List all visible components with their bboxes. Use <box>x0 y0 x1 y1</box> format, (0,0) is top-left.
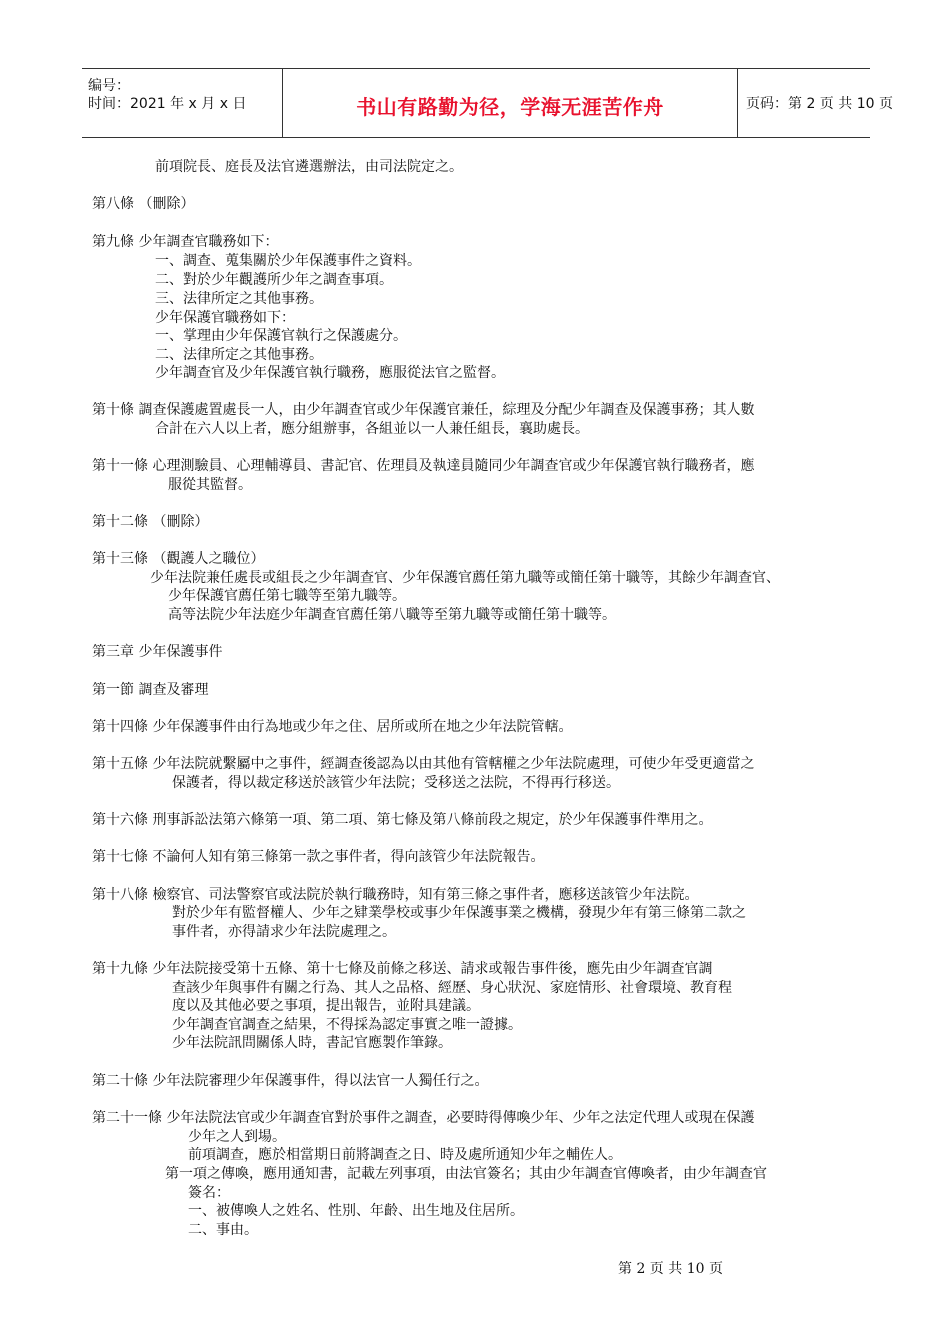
text-line: 少年法院訊問關係人時，書記官應製作筆錄。 <box>172 1035 452 1051</box>
document-number-label: 编号： <box>88 78 130 94</box>
text-line: 保護者，得以裁定移送於該管少年法院；受移送之法院，不得再行移送。 <box>172 775 620 791</box>
text-line: 一、被傳喚人之姓名、性別、年齡、出生地及住居所。 <box>188 1203 524 1219</box>
text-line: 度以及其他必要之事項，提出報告，並附具建議。 <box>172 998 480 1014</box>
text-line: 三、法律所定之其他事務。 <box>155 291 323 307</box>
text-line: 前項調查，應於相當期日前將調查之日、時及處所通知少年之輔佐人。 <box>188 1147 622 1163</box>
text-line: 一、掌理由少年保護官執行之保護處分。 <box>155 328 407 344</box>
text-line: 二、事由。 <box>188 1222 258 1238</box>
article-heading: 第十四條 少年保護事件由行為地或少年之住、居所或所在地之少年法院管轄。 <box>92 719 573 735</box>
text-line: 對於少年有監督權人、少年之肄業學校或事少年保護事業之機構，發現少年有第三條第二款之 <box>172 905 746 921</box>
header-right-cell <box>736 69 893 137</box>
page-header <box>82 68 893 138</box>
article-heading: 第十九條 少年法院接受第十五條、第十七條及前條之移送、請求或報告事件後，應先由少年調查官調 <box>92 961 713 977</box>
text-line: 第一項之傳喚，應用通知書，記載左列事項，由法官簽名；其由少年調查官傳喚者，由少年調查官 <box>165 1166 767 1182</box>
article-heading: 第十三條 （觀護人之職位） <box>92 551 265 567</box>
article-heading: 第二十一條 少年法院法官或少年調查官對於事件之調查，必要時得傳喚少年、少年之法定代理人或現在保護 <box>92 1110 755 1126</box>
text-line: 一、調查、蒐集關於少年保護事件之資料。 <box>155 253 421 269</box>
text-line: 二、對於少年觀護所少年之調查事項。 <box>155 272 393 288</box>
text-line: 二、法律所定之其他事務。 <box>155 347 323 363</box>
chapter-heading: 第三章 少年保護事件 <box>92 644 223 660</box>
article-heading: 第十條 調查保護處置處長一人，由少年調查官或少年保護官兼任，綜理及分配少年調查及保護事務；其人數 <box>92 402 755 418</box>
text-line: 少年保護官薦任第七職等至第九職等。 <box>168 588 406 604</box>
header-motto-cell <box>282 69 738 137</box>
document-date-label: 时间：2021 年 x 月 x 日 <box>88 96 247 112</box>
article-heading: 第十六條 刑事訴訟法第六條第一項、第二項、第七條及第八條前段之規定，於少年保護事件準用之。 <box>92 812 713 828</box>
text-line: 服從其監督。 <box>168 477 252 493</box>
text-line: 高等法院少年法庭少年調查官薦任第八職等至第九職等或簡任第十職等。 <box>168 607 616 623</box>
text-line: 查該少年與事件有關之行為、其人之品格、經歷、身心狀況、家庭情形、社會環境、教育程 <box>172 980 732 996</box>
page-footer: 第 2 页 共 10 页 <box>618 1261 723 1277</box>
article-heading: 第十八條 檢察官、司法警察官或法院於執行職務時，知有第三條之事件者，應移送該管少年法院。 <box>92 887 699 903</box>
text-line: 少年之人到場。 <box>188 1129 286 1145</box>
article-heading: 第二十條 少年法院審理少年保護事件，得以法官一人獨任行之。 <box>92 1073 489 1089</box>
text-line: 前項院長、庭長及法官遴選辦法，由司法院定之。 <box>155 159 463 175</box>
article-heading: 第八條 （刪除） <box>92 196 195 212</box>
text-line: 事件者，亦得請求少年法院處理之。 <box>172 924 396 940</box>
article-heading: 第十五條 少年法院就繫屬中之事件，經調查後認為以由其他有管轄權之少年法院處理，可使少年受更適當之 <box>92 756 755 772</box>
header-motto: 书山有路勤为径，学海无涯苦作舟 <box>356 95 664 119</box>
text-line: 合計在六人以上者，應分組辦事，各組並以一人兼任組長，襄助處長。 <box>155 421 589 437</box>
text-line: 簽名： <box>188 1185 230 1201</box>
section-heading: 第一節 調查及審理 <box>92 682 209 698</box>
article-heading: 第十一條 心理測驗員、心理輔導員、書記官、佐理員及執達員隨同少年調查官或少年保護官執行職務者，應 <box>92 458 755 474</box>
header-page-number: 页码：第 2 页 共 10 页 <box>746 96 893 112</box>
text-line: 少年調查官及少年保護官執行職務，應服從法官之監督。 <box>155 365 505 381</box>
article-heading: 第十二條 （刪除） <box>92 514 209 530</box>
text-line: 少年保護官職務如下： <box>155 310 295 326</box>
article-heading: 第十七條 不論何人知有第三條第一款之事件者，得向該管少年法院報告。 <box>92 849 545 865</box>
text-line: 少年法院兼任處長或組長之少年調查官、少年保護官薦任第九職等或簡任第十職等，其餘少年調查官、 <box>150 570 780 586</box>
article-heading: 第九條 少年調查官職務如下： <box>92 234 279 250</box>
text-line: 少年調查官調查之結果，不得採為認定事實之唯一證據。 <box>172 1017 522 1033</box>
header-left-cell <box>82 69 282 137</box>
